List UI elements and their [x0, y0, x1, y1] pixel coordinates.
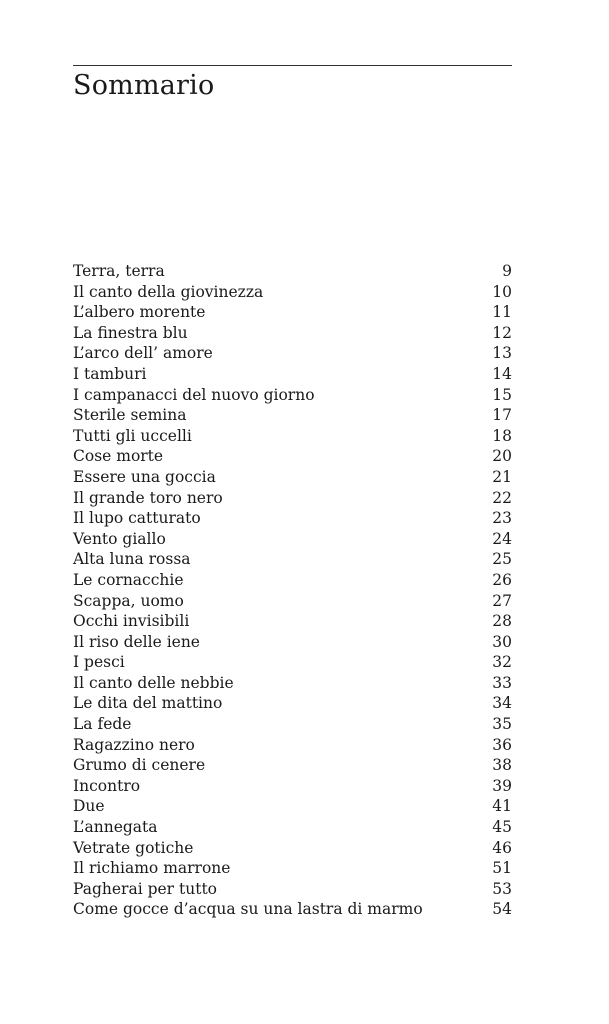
toc-entry-title: Come gocce d’acqua su una lastra di marmo: [73, 900, 423, 919]
toc-entry-page-number: 33: [492, 673, 512, 692]
toc-entry: [73, 385, 512, 406]
toc-entry-page-number: 10: [492, 282, 512, 301]
toc-entry-title: Essere una goccia: [73, 467, 216, 486]
toc-entry-page-number: 54: [492, 900, 512, 919]
toc-entry: [73, 426, 512, 447]
toc-entry-page-number: 17: [492, 406, 512, 425]
toc-entry-title: Le dita del mattino: [73, 694, 223, 713]
toc-entry: [73, 632, 512, 653]
toc-entry: [73, 261, 512, 282]
toc-entry-page-number: 13: [492, 344, 512, 363]
toc-entry-title: L’arco dell’ amore: [73, 344, 213, 363]
toc-entry: [73, 899, 512, 920]
toc-entry-title: La finestra blu: [73, 323, 188, 342]
toc-entry-page-number: 34: [492, 694, 512, 713]
toc-entry-title: Pagherai per tutto: [73, 879, 218, 898]
toc-entry: [73, 714, 512, 735]
toc-entry-page-number: 39: [492, 776, 512, 795]
toc-entry-page-number: 30: [492, 632, 512, 651]
toc-entry: [73, 817, 512, 838]
toc-entry: [73, 796, 512, 817]
toc-entry-title: L’albero morente: [73, 303, 206, 322]
toc-entry-title: Ragazzino nero: [73, 735, 195, 754]
toc-entry: [73, 591, 512, 612]
toc-entry-title: L’annegata: [73, 818, 158, 837]
toc-entry-page-number: 11: [492, 303, 512, 322]
toc-entry-title: I tamburi: [73, 364, 147, 383]
toc-entry-title: Il grande toro nero: [73, 488, 223, 507]
toc-entry-title: La fede: [73, 715, 132, 734]
toc-entry: [73, 405, 512, 426]
toc-entry-page-number: 9: [502, 262, 512, 280]
toc-entry-page-number: 46: [492, 838, 512, 857]
toc-entry-title: I pesci: [73, 653, 125, 672]
toc-entry: [73, 755, 512, 776]
toc-entry-title: Grumo di cenere: [73, 756, 206, 775]
toc-entry-title: Sterile semina: [73, 406, 187, 425]
toc-entry: [73, 549, 512, 570]
toc-entry-page-number: 36: [492, 735, 512, 754]
toc-entry-page-number: 27: [492, 591, 512, 610]
toc-entry: [73, 302, 512, 323]
toc-entry-title: Il lupo catturato: [73, 509, 201, 528]
toc-entry-page-number: 45: [492, 818, 512, 837]
toc-entry: [73, 776, 512, 797]
toc-entry-page-number: 26: [492, 570, 512, 589]
page-title: Sommario: [73, 70, 215, 101]
toc-entry: [73, 282, 512, 303]
toc-entry: [73, 652, 512, 673]
toc-entry: [73, 858, 512, 879]
toc-entry-page-number: 32: [492, 653, 512, 672]
toc-entry-page-number: 18: [492, 426, 512, 445]
toc-entry: [73, 323, 512, 344]
toc-entry: [73, 735, 512, 756]
toc-entry-page-number: 23: [492, 509, 512, 528]
toc-entry: [73, 508, 512, 529]
table-of-contents: [73, 261, 512, 920]
toc-entry-title: Alta luna rossa: [73, 550, 191, 569]
toc-entry-title: Vetrate gotiche: [73, 838, 194, 857]
toc-entry-title: Il canto delle nebbie: [73, 673, 234, 692]
toc-entry-page-number: 24: [492, 529, 512, 548]
toc-entry-page-number: 38: [492, 756, 512, 775]
toc-entry-page-number: 51: [492, 859, 512, 878]
toc-entry: [73, 693, 512, 714]
toc-entry-title: Occhi invisibili: [73, 612, 190, 631]
toc-entry-page-number: 21: [492, 467, 512, 486]
toc-entry-page-number: 15: [492, 385, 512, 404]
toc-entry-title: Vento giallo: [73, 529, 166, 548]
toc-entry-title: Incontro: [73, 776, 141, 795]
toc-entry-title: Il richiamo marrone: [73, 859, 231, 878]
toc-entry-page-number: 12: [492, 323, 512, 342]
toc-entry-title: Terra, terra: [73, 262, 165, 280]
toc-entry: [73, 446, 512, 467]
toc-entry: [73, 467, 512, 488]
toc-entry-title: Scappa, uomo: [73, 591, 184, 610]
toc-entry: [73, 879, 512, 900]
toc-entry: [73, 529, 512, 550]
toc-entry-page-number: 14: [492, 364, 512, 383]
toc-entry: [73, 570, 512, 591]
toc-entry-page-number: 20: [492, 447, 512, 466]
toc-entry-title: Il canto della giovinezza: [73, 282, 264, 301]
toc-entry-title: Cose morte: [73, 447, 164, 466]
toc-entry-page-number: 41: [492, 797, 512, 816]
toc-entry-title: I campanacci del nuovo giorno: [73, 385, 315, 404]
toc-entry-title: Due: [73, 797, 105, 816]
toc-entry: [73, 838, 512, 859]
toc-entry-page-number: 22: [492, 488, 512, 507]
toc-entry-title: Il riso delle iene: [73, 632, 200, 651]
toc-entry: [73, 343, 512, 364]
toc-entry-title: Tutti gli uccelli: [73, 426, 192, 445]
toc-entry: [73, 364, 512, 385]
toc-entry: [73, 673, 512, 694]
toc-entry-page-number: 28: [492, 612, 512, 631]
toc-entry-page-number: 25: [492, 550, 512, 569]
toc-entry: [73, 611, 512, 632]
toc-entry-page-number: 35: [492, 715, 512, 734]
toc-entry: [73, 488, 512, 509]
toc-entry-title: Le cornacchie: [73, 570, 184, 589]
toc-entry-page-number: 53: [492, 879, 512, 898]
